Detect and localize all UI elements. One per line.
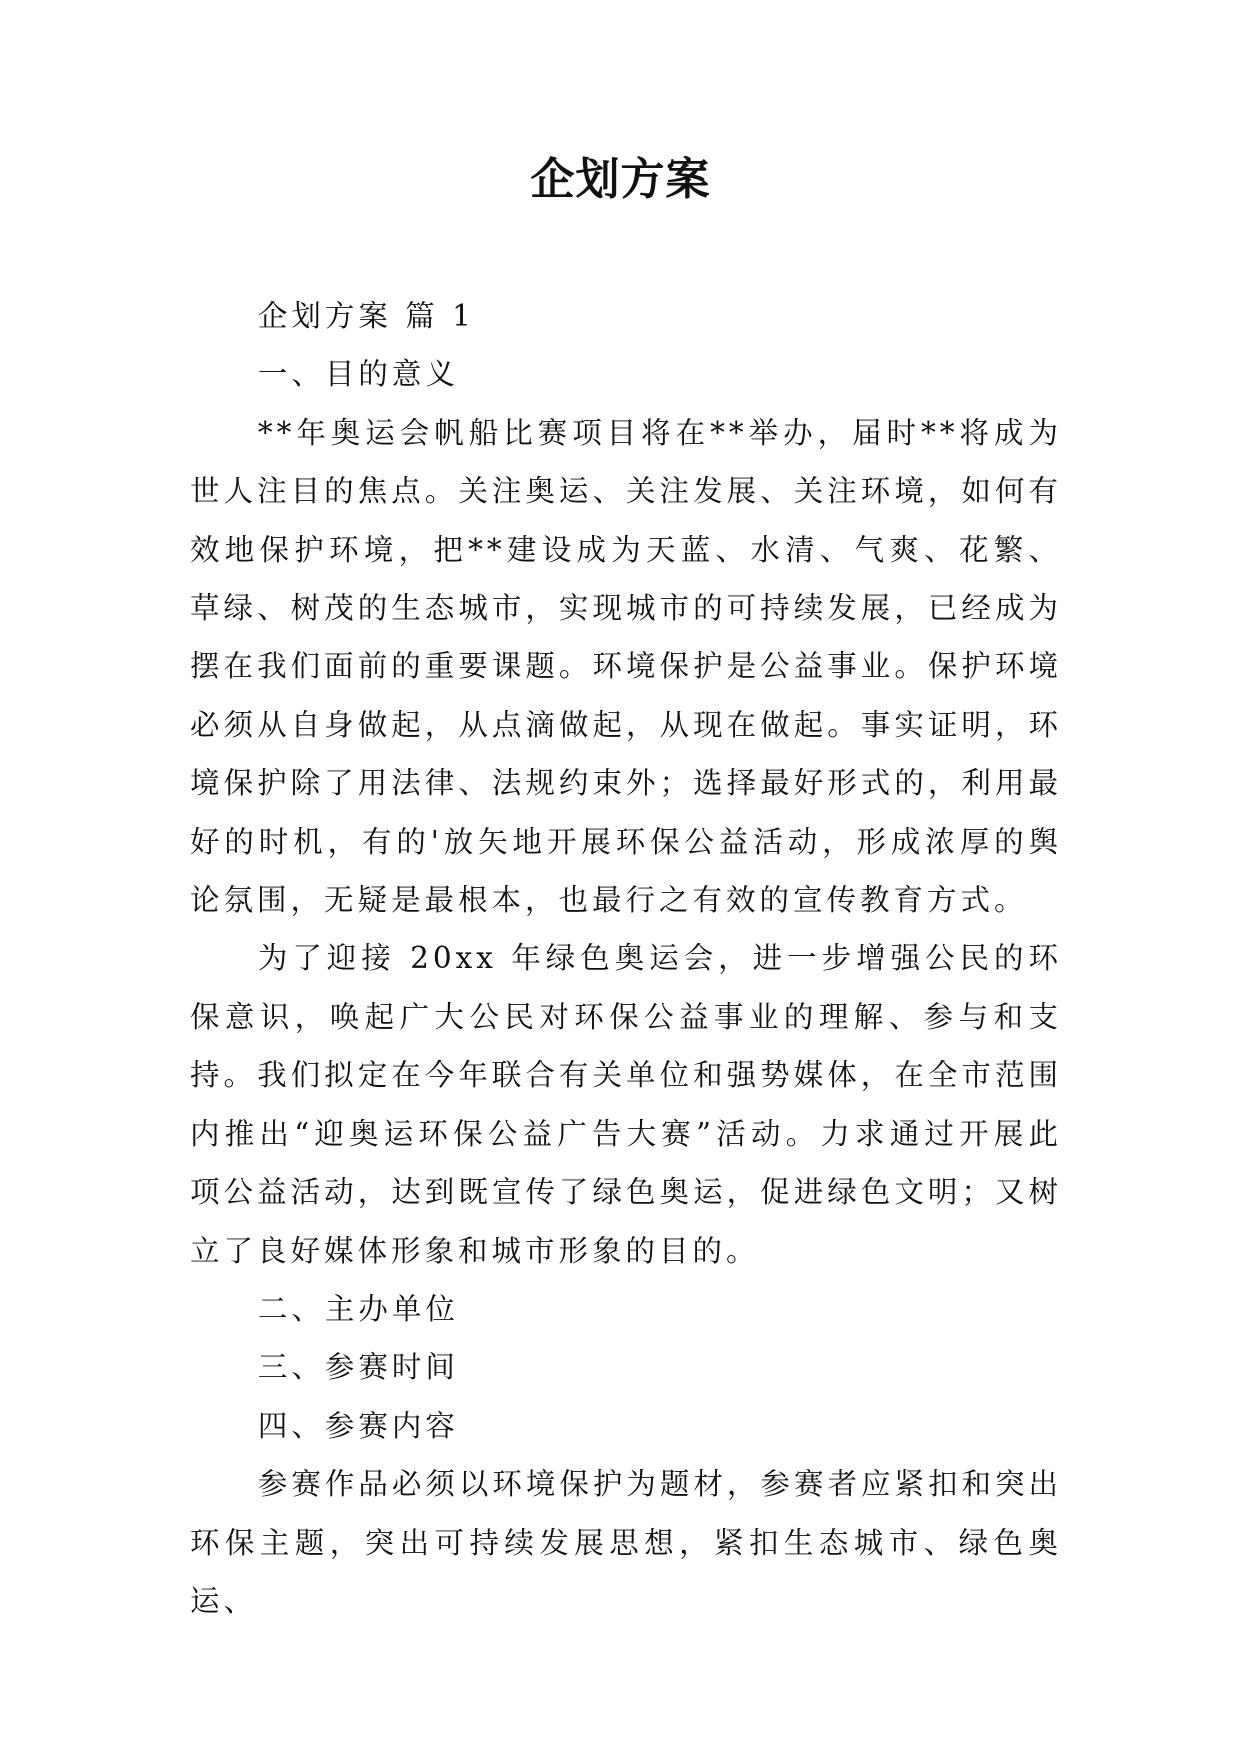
section-heading-content: 四、参赛内容 <box>257 1408 459 1443</box>
paragraph-goal: 为了迎接 20xx 年绿色奥运会，进一步增强公民的环保意识，唤起广大公民对环保公益事业的理解、参与和支持。我们拟定在今年联合有关单位和强势媒体，在全市范围内推出“迎奥运环保公益广告大赛”活动。力求通过开展此项公益活动，达到既宣传了绿色奥运，促进绿色文明；又树立了良好媒体形象和城市形象的目的。 <box>190 941 1062 1268</box>
section-heading-article: 企划方案 篇 1 <box>257 299 475 333</box>
document-body <box>190 287 1062 1630</box>
section-heading-organizer: 二、主办单位 <box>257 1291 459 1326</box>
document-title: 企划方案 <box>530 154 711 205</box>
paragraph-purpose: **年奥运会帆船比赛项目将在**举办，届时**将成为世人注目的焦点。关注奥运、关注发展、关注环境，如何有效地保护环境，把**建设成为天蓝、水清、气爽、花繁、草绿、树茂的生态城市，实现城市的可持续发展，已经成为摆在我们面前的重要课题。环境保护是公益事业。保护环境必须从自身做起，从点滴做起，从现在做起。事实证明，环境保护除了用法律、法规约束外；选择最好形式的，利用最好的时机，有的'放矢地开展环保公益活动，形成浓厚的舆论氛围，无疑是最根本，也最行之有效的宣传教育方式。 <box>190 415 1062 918</box>
section-heading-time: 三、参赛时间 <box>257 1350 459 1385</box>
section-heading-purpose: 一、目的意义 <box>257 357 459 392</box>
paragraph-content: 参赛作品必须以环境保护为题材，参赛者应紧扣和突出环保主题，突出可持续发展思想，紧扣生态城市、绿色奥运、 <box>190 1467 1062 1618</box>
